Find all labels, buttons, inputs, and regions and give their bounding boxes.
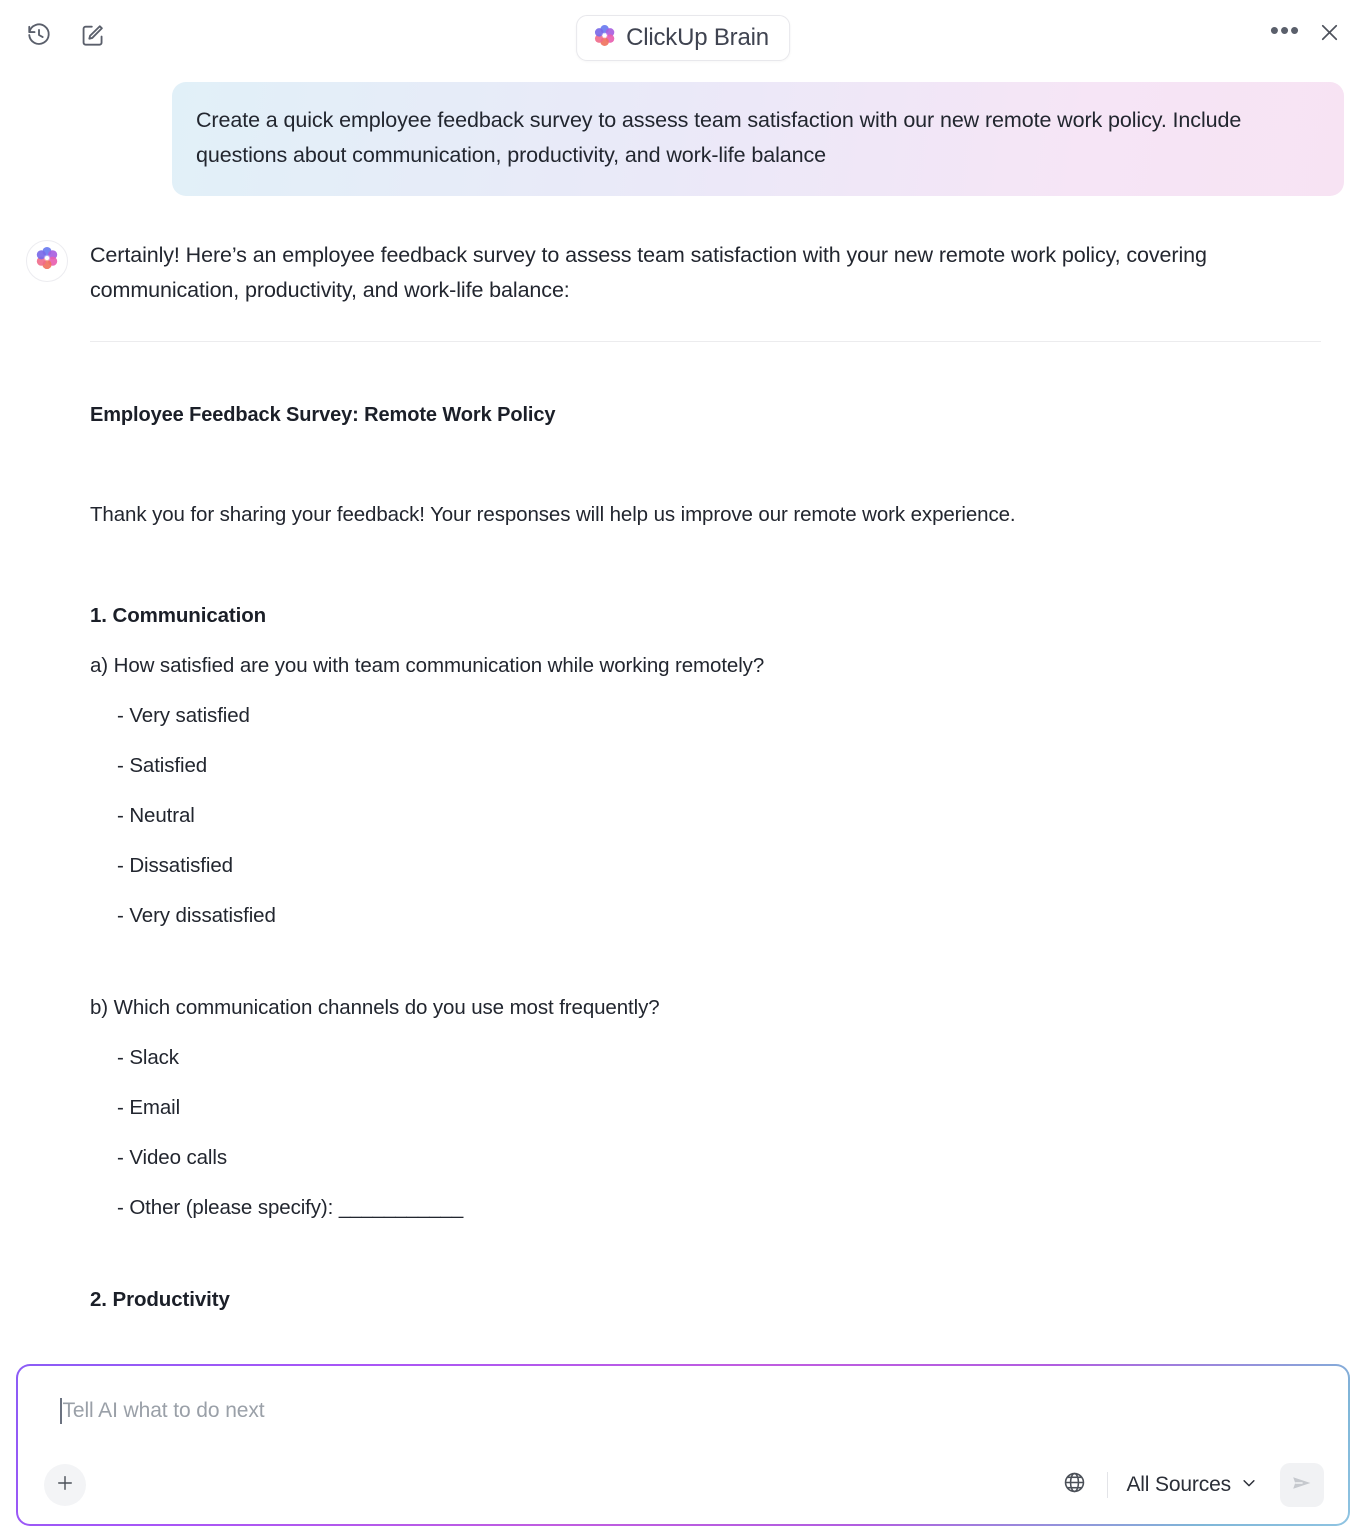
history-button[interactable] (22, 20, 56, 54)
brand-title: ClickUp Brain (626, 24, 769, 51)
option-item: - Dissatisfied (117, 854, 233, 878)
plus-icon (55, 1473, 75, 1498)
question-1a: a) How satisfied are you with team communication while working remotely? (90, 654, 765, 678)
sources-selector[interactable] (1124, 1469, 1260, 1501)
clickup-brain-button[interactable] (576, 15, 790, 61)
chevron-down-icon (1240, 1474, 1258, 1497)
assistant-avatar (26, 240, 68, 282)
clickup-brain-logo-icon (593, 24, 616, 52)
more-options-button[interactable] (1268, 15, 1302, 52)
web-search-button[interactable] (1057, 1468, 1091, 1502)
brand-pill-container (576, 15, 790, 61)
text-caret (60, 1398, 62, 1424)
content-divider (90, 341, 1321, 342)
composer (18, 1366, 1348, 1524)
assistant-message-row (0, 196, 1366, 1312)
new-chat-button[interactable] (76, 20, 110, 54)
composer-right-actions (1057, 1463, 1324, 1507)
user-message-bubble: Create a quick employee feedback survey to assess team satisfaction with our new remote work policy. Include questions about communication, productivity, and work-life balance (172, 82, 1344, 196)
close-button[interactable] (1312, 18, 1346, 52)
section-heading-communication: 1. Communication (90, 604, 267, 628)
globe-icon (1062, 1470, 1087, 1500)
header-left-actions (22, 20, 110, 54)
option-item: - Video calls (117, 1146, 227, 1170)
assistant-intro-text: Certainly! Here’s an employee feedback survey to assess team satisfaction with your new remote work policy, covering communication, productivity, and work-life balance: (90, 242, 1207, 303)
send-paper-plane-icon (1290, 1471, 1314, 1500)
user-message-row (0, 74, 1366, 196)
option-item: - Email (117, 1096, 181, 1120)
composer-toolbar (44, 1462, 1324, 1508)
sources-label: All Sources (1126, 1473, 1231, 1496)
survey-intro-paragraph: Thank you for sharing your feedback! Your responses will help us improve our remote work experience. (90, 503, 1016, 527)
assistant-message-body (90, 238, 1344, 1312)
question-1b: b) Which communication channels do you use most frequently? (90, 996, 660, 1020)
history-clock-icon (26, 22, 52, 53)
window-header (0, 0, 1366, 74)
option-item: - Other (please specify): ___________ (117, 1196, 464, 1220)
option-item: - Very satisfied (117, 704, 250, 728)
more-options-icon: ••• (1269, 15, 1301, 45)
toolbar-divider (1107, 1472, 1108, 1498)
header-right-actions (1268, 15, 1346, 52)
option-item: - Slack (117, 1046, 179, 1070)
option-item: - Very dissatisfied (117, 904, 276, 928)
add-attachment-button[interactable] (44, 1464, 86, 1506)
chat-scroll-area[interactable] (0, 74, 1366, 1366)
prompt-input[interactable] (60, 1398, 1306, 1424)
survey-document-title: Employee Feedback Survey: Remote Work Policy (90, 404, 556, 427)
composer-container (16, 1364, 1350, 1526)
close-icon (1317, 20, 1342, 50)
prompt-placeholder: Tell AI what to do next (62, 1399, 265, 1422)
option-item: - Satisfied (117, 754, 208, 778)
option-item: - Neutral (117, 804, 195, 828)
send-button[interactable] (1280, 1463, 1324, 1507)
compose-edit-icon (80, 22, 106, 53)
section-heading-productivity: 2. Productivity (90, 1288, 230, 1312)
clickup-brain-avatar-icon (35, 246, 59, 275)
